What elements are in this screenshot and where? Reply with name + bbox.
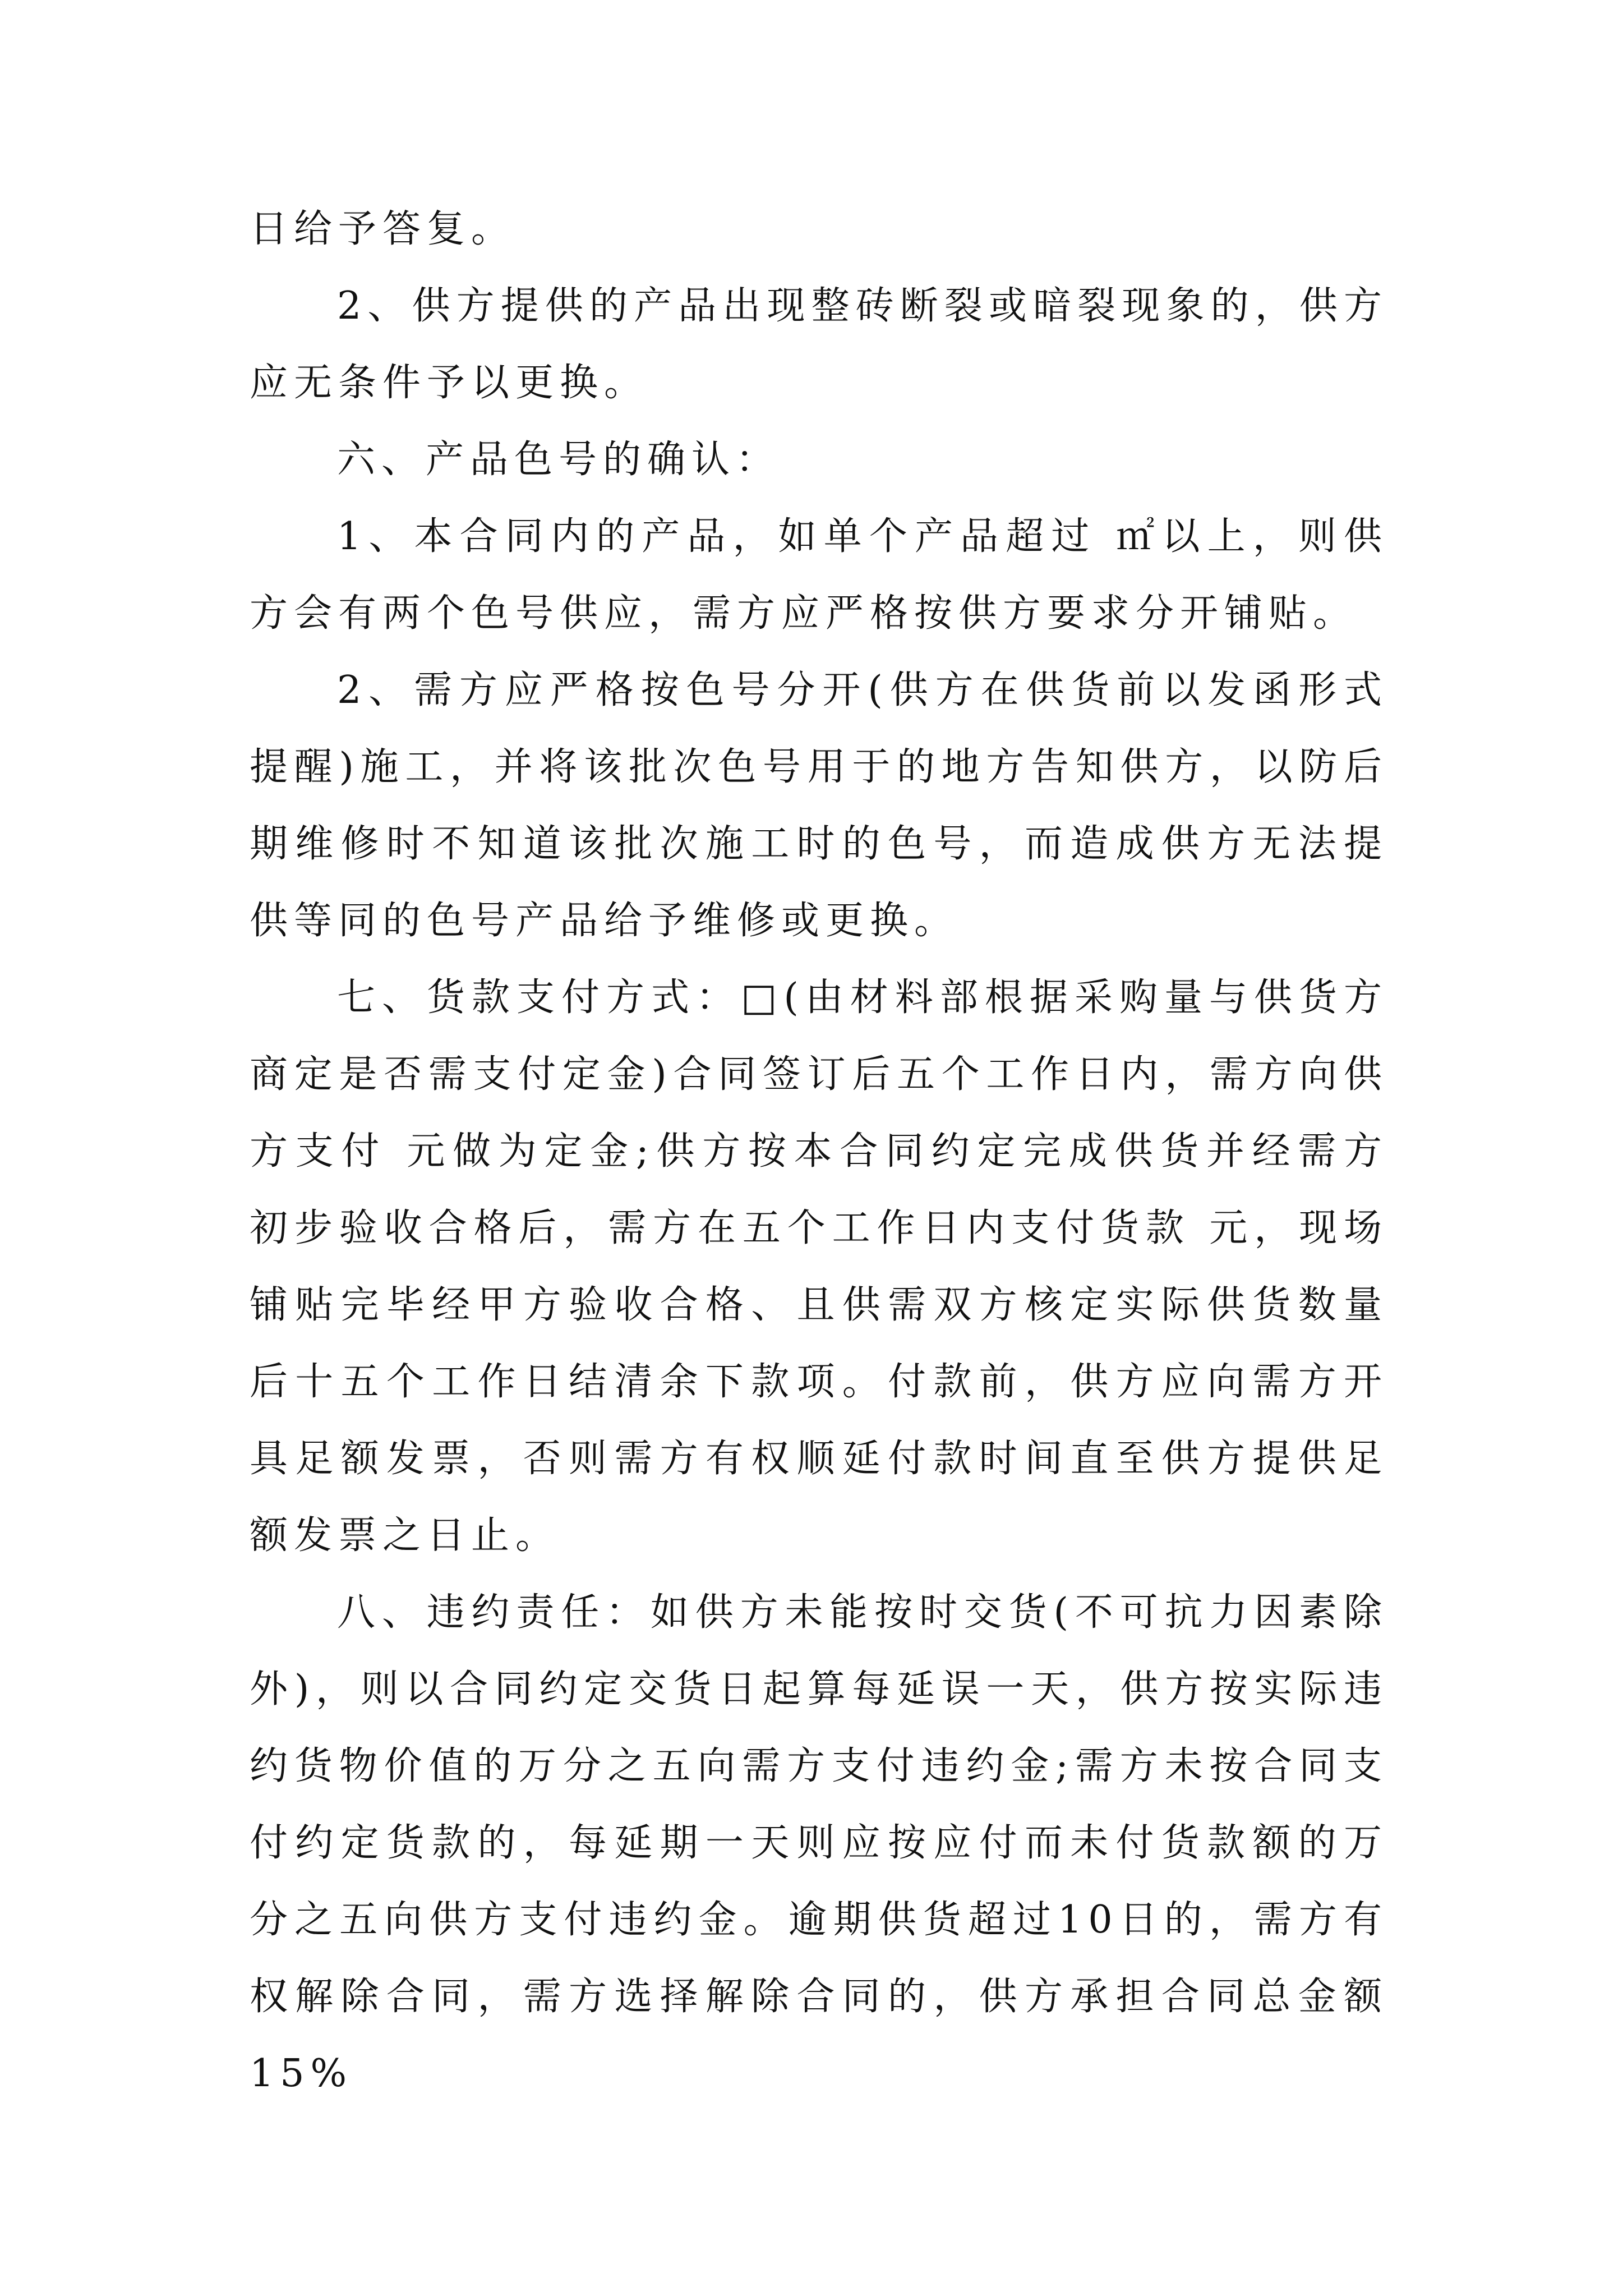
paragraph-clause-6-2: 2、需方应严格按色号分开(供方在供货前以发函形式提醒)施工，并将该批次色号用于的地方告知供方，以防后期维修时不知道该批次施工时的色号，而造成供方无法提供等同的色号产品给予维修或更换。 xyxy=(250,668,1388,943)
section-heading-color-code: 六、产品色号的确认： xyxy=(337,438,781,482)
document-body xyxy=(250,191,1388,2112)
paragraph-clause-6-1: 1、本合同内的产品，如单个产品超过 ㎡以上，则供方会有两个色号供应，需方应严格按供方要求分开铺贴。 xyxy=(250,514,1388,636)
paragraph-payment-terms: 七、货款支付方式：□(由材料部根据采购量与供货方商定是否需支付定金)合同签订后五个工作日内，需方向供方支付 元做为定金;供方按本合同约定完成供货并经需方初步验收合格后，需方在五个工作日内支付货款 元，现场铺贴完毕经甲方验收合格、且供需双方核定实际供货数量后十五个工作日结清余下款项。付款前，供方应向需方开具足额发票，否则需方有权顺延付款时间直至供方提供足额发票之日止。 xyxy=(250,976,1388,1558)
paragraph-continuation: 日给予答复。 xyxy=(250,207,516,251)
paragraph-clause-5-2: 2、供方提供的产品出现整砖断裂或暗裂现象的，供方应无条件予以更换。 xyxy=(250,284,1388,405)
paragraph-liability: 八、违约责任：如供方未能按时交货(不可抗力因素除外)，则以合同约定交货日起算每延误一天，供方按实际违约货物价值的万分之五向需方支付违约金;需方未按合同支付约定货款的，每延期一天则应按应付而未付货款额的万分之五向供方支付违约金。逾期供货超过10日的，需方有权解除合同，需方选择解除合同的，供方承担合同总金额15% xyxy=(250,1590,1388,2096)
